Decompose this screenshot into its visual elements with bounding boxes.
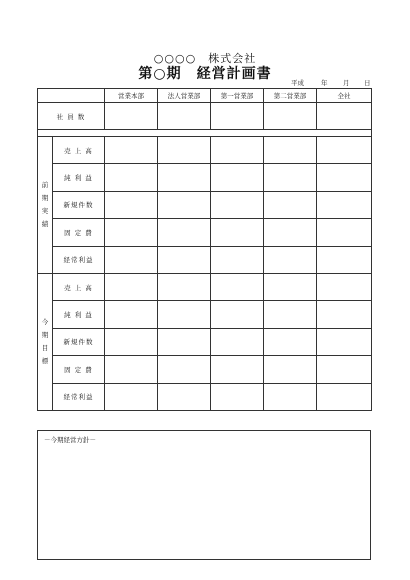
table-cell[interactable] [105,103,158,130]
date-era: 平成 [291,79,304,87]
row-label: 新規件数 [53,328,105,355]
table-cell[interactable] [211,328,264,355]
group-label-previous: 前 期 実 績 [38,137,53,274]
table-cell[interactable] [105,219,158,246]
table-cell[interactable] [105,137,158,164]
table-cell[interactable] [211,164,264,191]
table-cell[interactable] [211,301,264,328]
table-cell[interactable] [317,328,372,355]
table-cell[interactable] [105,356,158,383]
group-label-current: 今 期 目 標 [38,273,53,410]
table-cell[interactable] [264,219,317,246]
table-cell[interactable] [211,137,264,164]
table-cell[interactable] [317,246,372,273]
table-cell[interactable] [264,273,317,300]
table-cell[interactable] [264,137,317,164]
table-cell[interactable] [158,273,211,300]
row-label: 純 利 益 [53,164,105,191]
table-cell[interactable] [264,383,317,410]
company-name: ○○○○ 株式会社 [153,52,257,65]
table-cell[interactable] [105,328,158,355]
table-cell[interactable] [317,219,372,246]
column-header: 全社 [317,89,372,103]
table-cell[interactable] [317,164,372,191]
table-cell[interactable] [158,301,211,328]
table-cell[interactable] [158,191,211,218]
spacer-row [38,130,372,137]
table-cell[interactable] [317,383,372,410]
table-cell[interactable] [158,383,211,410]
table-cell[interactable] [158,103,211,130]
table-row [38,164,372,191]
table-cell[interactable] [158,219,211,246]
date-month: 月 [343,79,350,87]
policy-box[interactable] [37,430,371,560]
document-title: 第○期 経営計画書 [138,66,272,82]
table-row [38,356,372,383]
table-row [38,137,372,164]
table-cell[interactable] [158,164,211,191]
column-header: 第二営業部 [264,89,317,103]
row-label: 純 利 益 [53,301,105,328]
row-label: 経常利益 [53,383,105,410]
table-cell[interactable] [105,301,158,328]
table-cell[interactable] [211,356,264,383]
row-label: 固 定 費 [53,356,105,383]
table-cell[interactable] [264,301,317,328]
policy-label: －今期経営方針－ [44,436,96,444]
table-cell[interactable] [264,356,317,383]
table-cell[interactable] [105,246,158,273]
corner-cell [38,89,105,103]
table-row [38,246,372,273]
date-day: 日 [364,79,371,87]
table-cell[interactable] [317,301,372,328]
row-label: 経常利益 [53,246,105,273]
table-row [38,383,372,410]
table-cell[interactable] [211,219,264,246]
table-cell[interactable] [264,164,317,191]
table-row [38,301,372,328]
date-year: 年 [321,79,328,87]
table-cell[interactable] [211,191,264,218]
table-cell[interactable] [317,103,372,130]
table-cell[interactable] [317,273,372,300]
table-cell[interactable] [264,246,317,273]
table-cell[interactable] [317,356,372,383]
row-label: 売 上 高 [53,137,105,164]
table-cell[interactable] [211,103,264,130]
row-label-employees: 社 員 数 [38,103,105,130]
table-cell[interactable] [264,103,317,130]
plan-table [37,88,372,411]
column-header: 法人営業部 [158,89,211,103]
table-row [38,328,372,355]
column-header: 第一営業部 [211,89,264,103]
table-cell[interactable] [264,191,317,218]
table-cell[interactable] [264,328,317,355]
table-row [38,219,372,246]
table-cell[interactable] [158,137,211,164]
row-label: 売 上 高 [53,273,105,300]
table-cell[interactable] [158,246,211,273]
table-cell[interactable] [105,191,158,218]
row-label: 固 定 費 [53,219,105,246]
table-row [38,191,372,218]
table-cell[interactable] [158,356,211,383]
table-cell[interactable] [105,383,158,410]
table-cell[interactable] [211,246,264,273]
table-cell[interactable] [317,137,372,164]
table-header-row [38,89,372,103]
table-cell[interactable] [211,273,264,300]
column-header: 営業本部 [105,89,158,103]
table-cell[interactable] [317,191,372,218]
table-cell[interactable] [105,164,158,191]
table-row [38,273,372,300]
table-cell[interactable] [158,328,211,355]
row-label: 新規件数 [53,191,105,218]
table-cell[interactable] [105,273,158,300]
table-row [38,103,372,130]
table-cell[interactable] [211,383,264,410]
